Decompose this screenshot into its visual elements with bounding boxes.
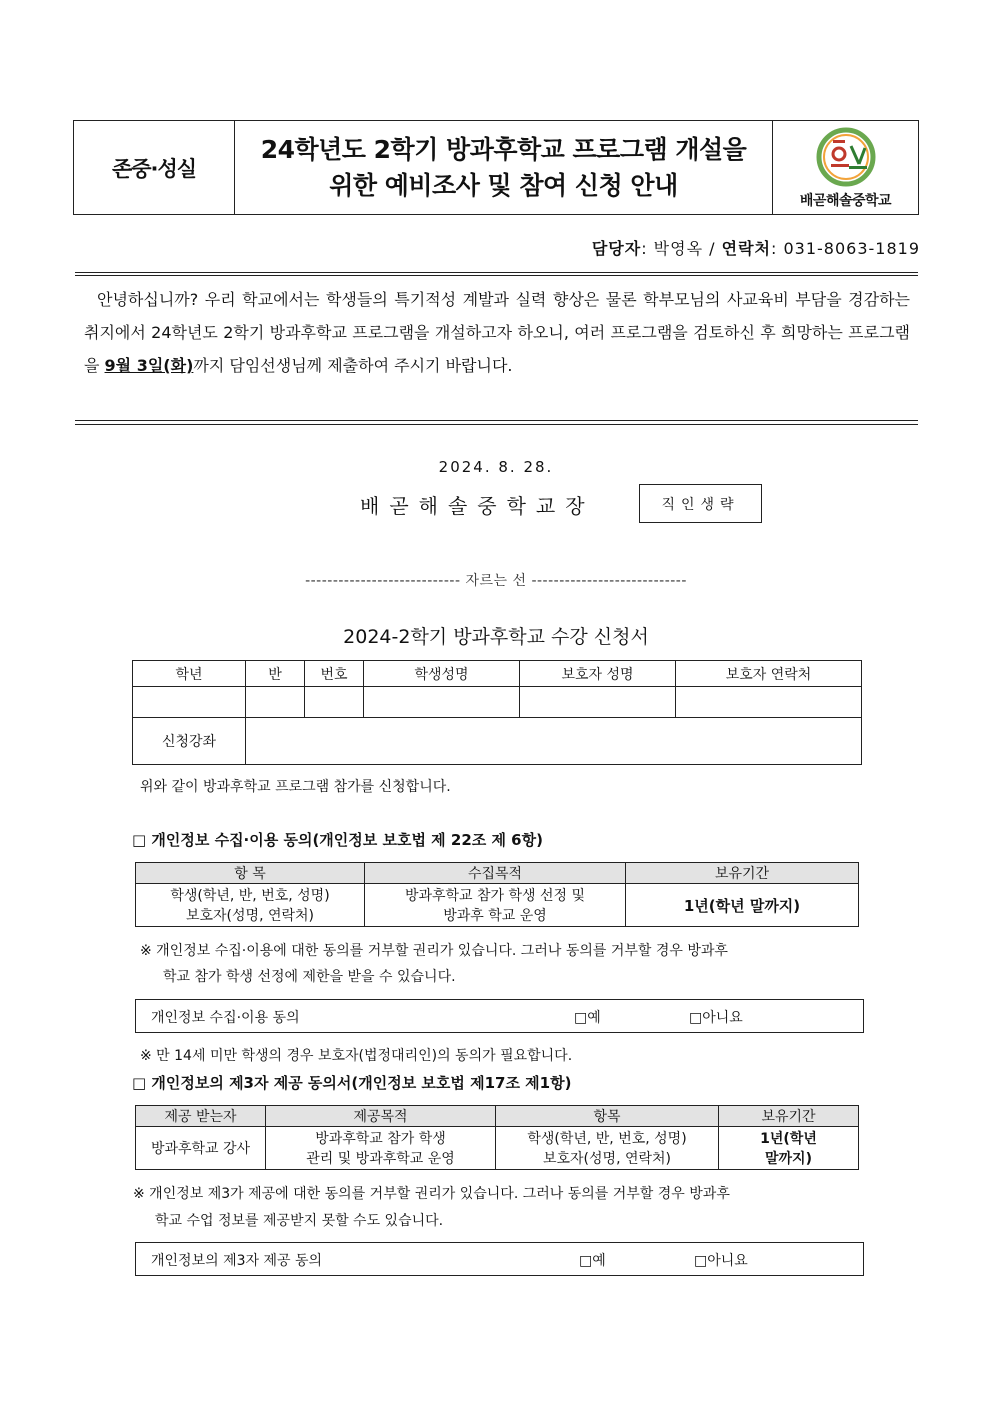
course-label: 신청강좌	[133, 718, 246, 765]
col-number: 번호	[305, 661, 364, 687]
person-label: 담당자	[591, 239, 642, 258]
phone-label: 연락처	[721, 239, 771, 258]
collection-purpose	[365, 884, 626, 927]
student-name-field[interactable]	[364, 687, 520, 718]
school-emblem-icon	[813, 126, 879, 188]
provide-purpose-line-2: 관리 및 방과후학교 운영	[306, 1151, 455, 1167]
divider-bottom	[75, 420, 918, 421]
seal-omitted-box: 직인생략	[639, 484, 762, 523]
third-party-note-1: ※ 개인정보 제3가 제공에 대한 동의를 거부할 권리가 있습니다. 그러나 동의를 거부할 경우 방과후	[133, 1186, 730, 1202]
header-retention: 보유기간	[719, 1106, 859, 1127]
privacy-collection-table	[135, 862, 859, 927]
col-grade: 학년	[133, 661, 246, 687]
document-header	[73, 120, 919, 215]
privacy-note-1: ※ 개인정보 수집·이용에 대한 동의를 거부할 권리가 있습니다. 그러나 동의를 거부할 경우 방과후	[140, 943, 728, 959]
application-statement: 위와 같이 방과후학교 프로그램 참가를 신청합니다.	[140, 779, 451, 795]
contact-info	[592, 236, 920, 259]
notice-text-2: 까지 담임선생님께 제출하여 주시기 바랍니다.	[193, 356, 513, 375]
collected-items	[136, 884, 365, 927]
header-items: 항목	[496, 1106, 719, 1127]
guardian-phone-field[interactable]	[676, 687, 862, 718]
course-field[interactable]	[246, 718, 862, 765]
guardian-name-field[interactable]	[520, 687, 676, 718]
retention-line-2: 말까지)	[765, 1151, 812, 1167]
divider-top	[75, 272, 918, 273]
retention-period: 1년(학년 말까지)	[626, 884, 859, 927]
third-party-consent-no-checkbox[interactable]: □아니요	[694, 1253, 748, 1269]
privacy-note-2: 학교 참가 학생 선정에 제한을 받을 수 있습니다.	[163, 969, 456, 985]
item-line-2: 보호자(성명, 연락처)	[185, 908, 315, 924]
recipient: 방과후학교 강사	[136, 1127, 266, 1170]
provide-purpose	[266, 1127, 496, 1170]
age-note: ※ 만 14세 미만 학생의 경우 보호자(법정대리인)의 동의가 필요합니다.	[140, 1048, 573, 1064]
grade-field[interactable]	[133, 687, 246, 718]
third-party-consent-yes-checkbox[interactable]: □예	[579, 1253, 606, 1269]
provided-item-line-1: 학생(학년, 반, 번호, 성명)	[527, 1131, 687, 1147]
provided-items	[496, 1127, 719, 1170]
col-guardian-name: 보호자 성명	[520, 661, 676, 687]
number-field[interactable]	[305, 687, 364, 718]
issue-date: 2024. 8. 28.	[438, 458, 554, 476]
provided-item-line-2: 보호자(성명, 연락처)	[542, 1151, 672, 1167]
divider-top-2	[75, 275, 918, 276]
purpose-line-2: 방과후 학교 운영	[443, 908, 547, 924]
title-line-2: 위한 예비조사 및 참여 신청 안내	[329, 170, 678, 200]
school-logo	[773, 121, 918, 214]
logo-school-name: 배곧해솔중학교	[799, 192, 892, 209]
notice-text-1: 안녕하십니까? 우리 학교에서는 학생들의 특기적성 계발과 실력 향상은 물론 학부모님의 사교육비 부담을 경감하는 취지에서 24학년도 2학기 방과후학교 프로그램을 개설하고자 하오니, 여러 프로그램을 검토하신 후 희망하는 프로그램을	[84, 290, 910, 375]
item-line-1: 학생(학년, 반, 번호, 성명)	[170, 888, 330, 904]
third-party-consent-box	[135, 1242, 864, 1276]
principal-title: 배곧해솔중학교장	[360, 494, 595, 518]
collection-consent-yes-checkbox[interactable]: □예	[574, 1010, 601, 1026]
third-party-heading: □ 개인정보의 제3자 제공 동의서(개인정보 보호법 제17조 제1항)	[132, 1074, 572, 1092]
deadline: 9월 3일(화)	[104, 356, 194, 375]
privacy-consent-heading: □ 개인정보 수집·이용 동의(개인정보 보호법 제 22조 제 6항)	[132, 831, 543, 849]
purpose-line-1: 방과후학교 참가 학생 선정 및	[404, 888, 586, 904]
third-party-table	[135, 1105, 859, 1170]
third-party-note-2: 학교 수업 정보를 제공받지 못할 수도 있습니다.	[155, 1213, 444, 1229]
title-line-1: 24학년도 2학기 방과후학교 프로그램 개설을	[260, 134, 747, 164]
phone-number: : 031-8063-1819	[771, 239, 920, 258]
header-item: 항 목	[136, 863, 365, 884]
collection-consent-no-checkbox[interactable]: □아니요	[689, 1010, 743, 1026]
col-guardian-phone: 보호자 연락처	[676, 661, 862, 687]
provide-purpose-line-1: 방과후학교 참가 학생	[315, 1131, 446, 1147]
header-period: 보유기간	[626, 863, 859, 884]
notice-paragraph	[84, 283, 910, 382]
cut-line: ---------------------------- 자르는 선 ----------------------------	[305, 573, 687, 589]
header-purpose: 수집목적	[365, 863, 626, 884]
school-motto: 존중·성실	[74, 121, 235, 214]
col-class: 반	[246, 661, 305, 687]
class-field[interactable]	[246, 687, 305, 718]
collection-consent-label: 개인정보 수집·이용 동의	[151, 1010, 300, 1026]
provided-retention	[719, 1127, 859, 1170]
retention-line-1: 1년(학년	[760, 1131, 817, 1147]
document-title	[235, 121, 773, 214]
header-provide-purpose: 제공목적	[266, 1106, 496, 1127]
third-party-consent-label: 개인정보의 제3자 제공 동의	[151, 1253, 323, 1269]
form-title: 2024-2학기 방과후학교 수강 신청서	[343, 626, 649, 648]
divider-bottom-2	[75, 424, 918, 425]
header-recipient: 제공 받는자	[136, 1106, 266, 1127]
person-name: : 박영옥 /	[641, 239, 722, 258]
application-table	[132, 660, 862, 765]
col-student-name: 학생성명	[364, 661, 520, 687]
collection-consent-box	[135, 999, 864, 1033]
